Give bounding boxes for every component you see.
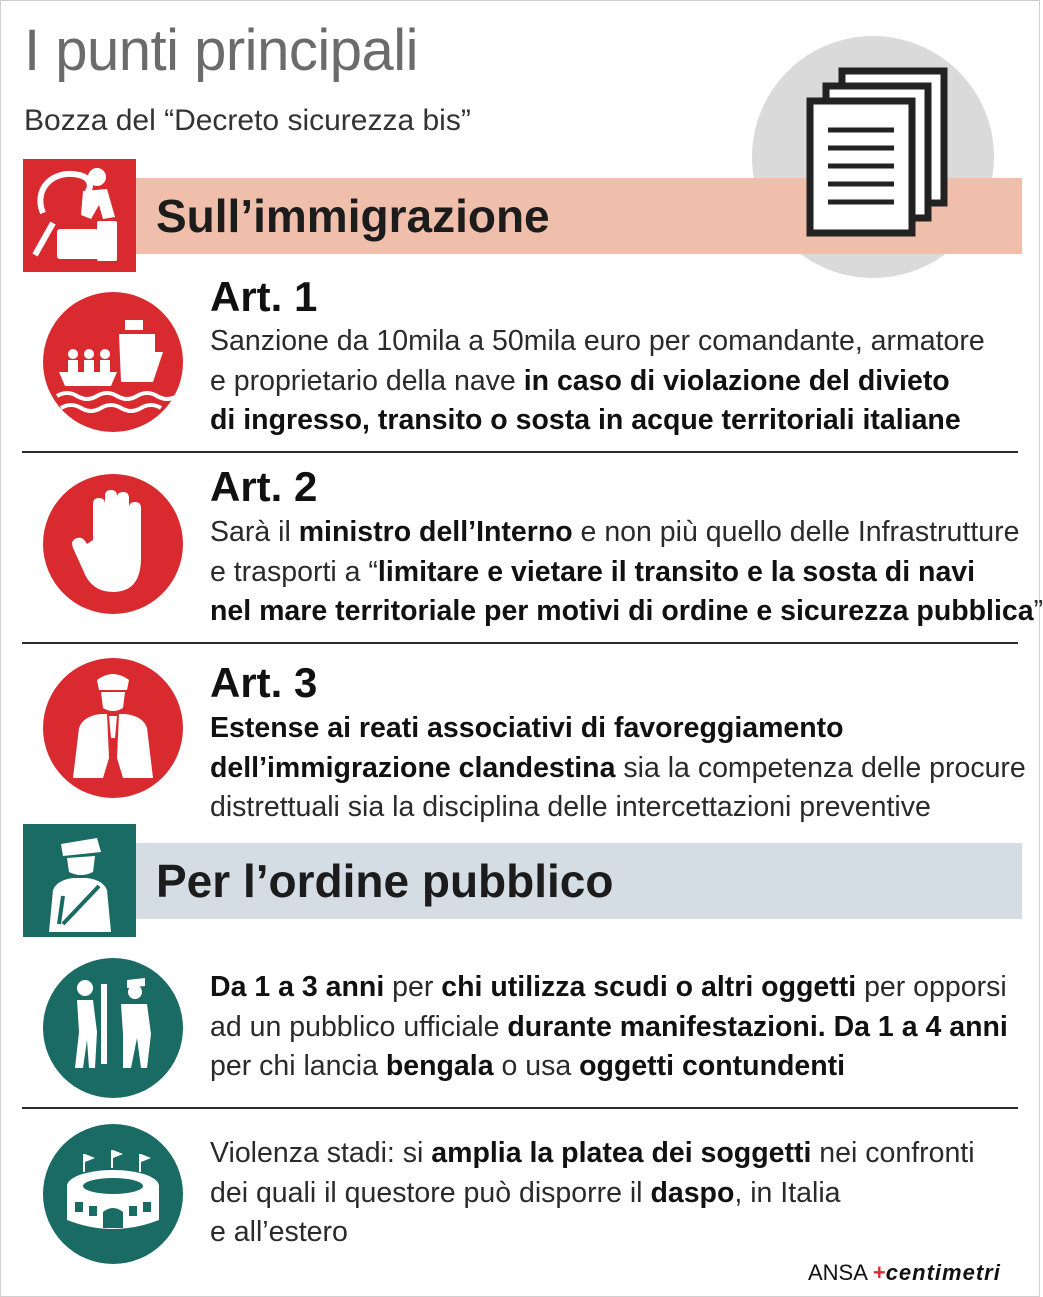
art2-line1-a: Sarà il	[210, 516, 299, 548]
art2-line2-a: e trasporti a “	[210, 555, 378, 588]
migrant-luggage-icon	[23, 159, 136, 272]
art1-title: Art. 1	[210, 273, 318, 320]
footer-credit	[808, 1262, 1001, 1284]
art3-title: Art. 3	[210, 659, 318, 706]
police-officer-icon	[23, 824, 136, 937]
footer-brand: centimetri	[885, 1260, 1001, 1285]
order2-line1-a: Violenza stadi: si	[210, 1137, 432, 1169]
art3-line2-a: dell’immigrazione clandestina	[210, 751, 616, 784]
order2-line1-c: nei confronti	[811, 1137, 975, 1169]
stop-hand-icon	[43, 474, 183, 614]
order2-line2	[210, 1174, 975, 1214]
art1-line2	[210, 362, 985, 402]
art2-line3	[210, 592, 1043, 632]
protester-police-icon	[43, 958, 183, 1098]
order2-line1	[210, 1134, 975, 1174]
art3-line2-b: sia la competenza delle procure	[615, 751, 1026, 784]
page-title: I punti principali	[24, 18, 418, 83]
order2-line2-a: dei quali il questore può disporre il	[210, 1176, 651, 1209]
art3-line1	[210, 709, 1026, 749]
magistrate-icon	[43, 658, 183, 798]
section-title-public-order: Per l’ordine pubblico	[156, 855, 614, 907]
document-stack-icon	[772, 56, 972, 256]
order1-line3	[210, 1047, 1008, 1087]
art2-line3-a: nel mare territoriale per motivi di ordine e sicurezza pubblica	[210, 595, 1034, 627]
order2-line2-b: daspo	[650, 1176, 735, 1209]
art1-line2-plain: e proprietario della nave	[210, 364, 524, 397]
art1-line3-bold: di ingresso, transito o sosta in acque territoriali italiane	[210, 404, 961, 436]
order1-line3-d: oggetti contundenti	[579, 1050, 846, 1082]
divider-2	[22, 642, 1018, 644]
art1-line1: Sanzione da 10mila a 50mila euro per comandante, armatore	[210, 325, 985, 357]
stadium-icon	[43, 1124, 183, 1264]
order1-line2	[210, 1008, 1008, 1048]
order1-line2-a: ad un pubblico ufficiale	[210, 1010, 508, 1043]
order1-line1-c: chi utilizza scudi o altri oggetti	[441, 971, 857, 1003]
section-title-immigration: Sull’immigrazione	[156, 190, 550, 242]
boat-people-icon	[43, 292, 183, 432]
order1-line1-d: per opporsi	[856, 971, 1007, 1003]
order1-line3-c: o usa	[493, 1050, 580, 1082]
order2-text	[210, 1134, 975, 1253]
order1-line1-a: Da 1 a 3 anni	[210, 971, 385, 1003]
order2-line3: e all’estero	[210, 1216, 348, 1248]
art3-line2	[210, 749, 1026, 789]
art2-line3-b: ”	[1033, 595, 1043, 627]
art1-line2-bold: in caso di violazione del divieto	[523, 364, 950, 397]
art2-text	[210, 513, 1043, 632]
art1-text	[210, 322, 985, 441]
order1-line1-b: per	[384, 971, 442, 1003]
art2-title: Art. 2	[210, 463, 318, 510]
art1-line3	[210, 401, 985, 441]
art3-line3: distrettuali sia la disciplina delle intercettazioni preventive	[210, 791, 931, 823]
art2-line1	[210, 513, 1043, 553]
section-bar-public-order	[136, 843, 1022, 919]
art2-line2-b: limitare e vietare il transito e la sosta di navi	[377, 555, 976, 588]
divider-3	[22, 1107, 1018, 1109]
order1-text	[210, 968, 1008, 1087]
art3-line1-bold: Estense ai reati associativi di favoreggiamento	[210, 712, 844, 744]
footer-agency: ANSA	[808, 1260, 867, 1285]
divider-1	[22, 451, 1018, 453]
art3-text	[210, 709, 1026, 828]
order2-line2-c: , in Italia	[734, 1176, 841, 1209]
order1-line3-b: bengala	[385, 1050, 494, 1082]
page-subtitle: Bozza del “Decreto sicurezza bis”	[24, 104, 471, 137]
order1-line3-a: per chi lancia	[210, 1050, 386, 1082]
art2-line2	[210, 553, 1043, 593]
order2-line1-b: amplia la platea dei soggetti	[431, 1137, 812, 1169]
order1-line2-b: durante manifestazioni. Da 1 a 4 anni	[507, 1010, 1008, 1043]
art2-line1-b: ministro dell’Interno	[298, 516, 573, 548]
order1-line1	[210, 968, 1008, 1008]
art2-line1-c: e non più quello delle Infrastrutture	[572, 516, 1020, 548]
centimetri-mark-icon: +	[872, 1260, 886, 1285]
